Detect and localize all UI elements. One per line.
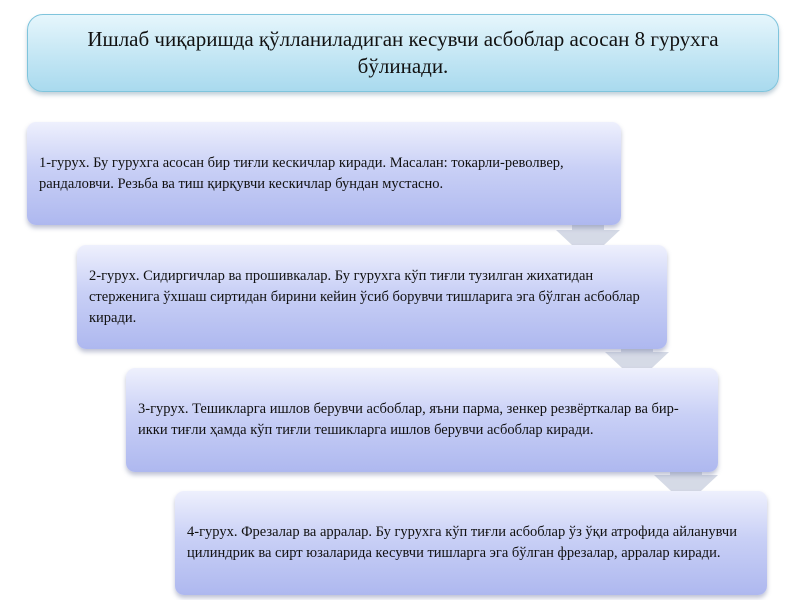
step-text-4: 4-гурух. Фрезалар ва арралар. Бу гурухга кўп тиғли асбоблар ўз ўқи атрофида айланувчи цилиндрик ва сирт юзаларида кесувчи тишларга эга бўлган фрезалар, арралар киради. — [187, 524, 737, 561]
title-box — [27, 14, 779, 92]
step-text-1: 1-гурух. Бу гурухга асосан бир тиғли кескичлар киради. Масалан: токарли-револвер, рандаловчи. Резьба ва тиш қирқувчи кескичлар бундан мустасно. — [39, 154, 564, 192]
step-box-3 — [126, 368, 718, 472]
step-box-1 — [27, 122, 621, 225]
step-box-4 — [175, 491, 767, 595]
step-box-2 — [77, 245, 667, 349]
step-text-3: 3-гурух. Тешикларга ишлов берувчи асбоблар, яъни парма, зенкер резвёрткалар ва бир-икки тиғли ҳамда кўп тиғли тешикларга ишлов берувчи асбоблар киради. — [138, 401, 679, 438]
step-text-2: 2-гурух. Сидиргичлар ва прошивкалар. Бу гурухга кўп тиғли тузилган жихатидан стерженига ўхшаш сиртидан бирини кейин ўсиб борувчи тишларига эга бўлган асбоблар киради. — [89, 267, 640, 326]
diagram-title: Ишлаб чиқаришда қўлланиладиган кесувчи асбоблар асосан 8 гурухга бўлинади. — [87, 27, 719, 78]
